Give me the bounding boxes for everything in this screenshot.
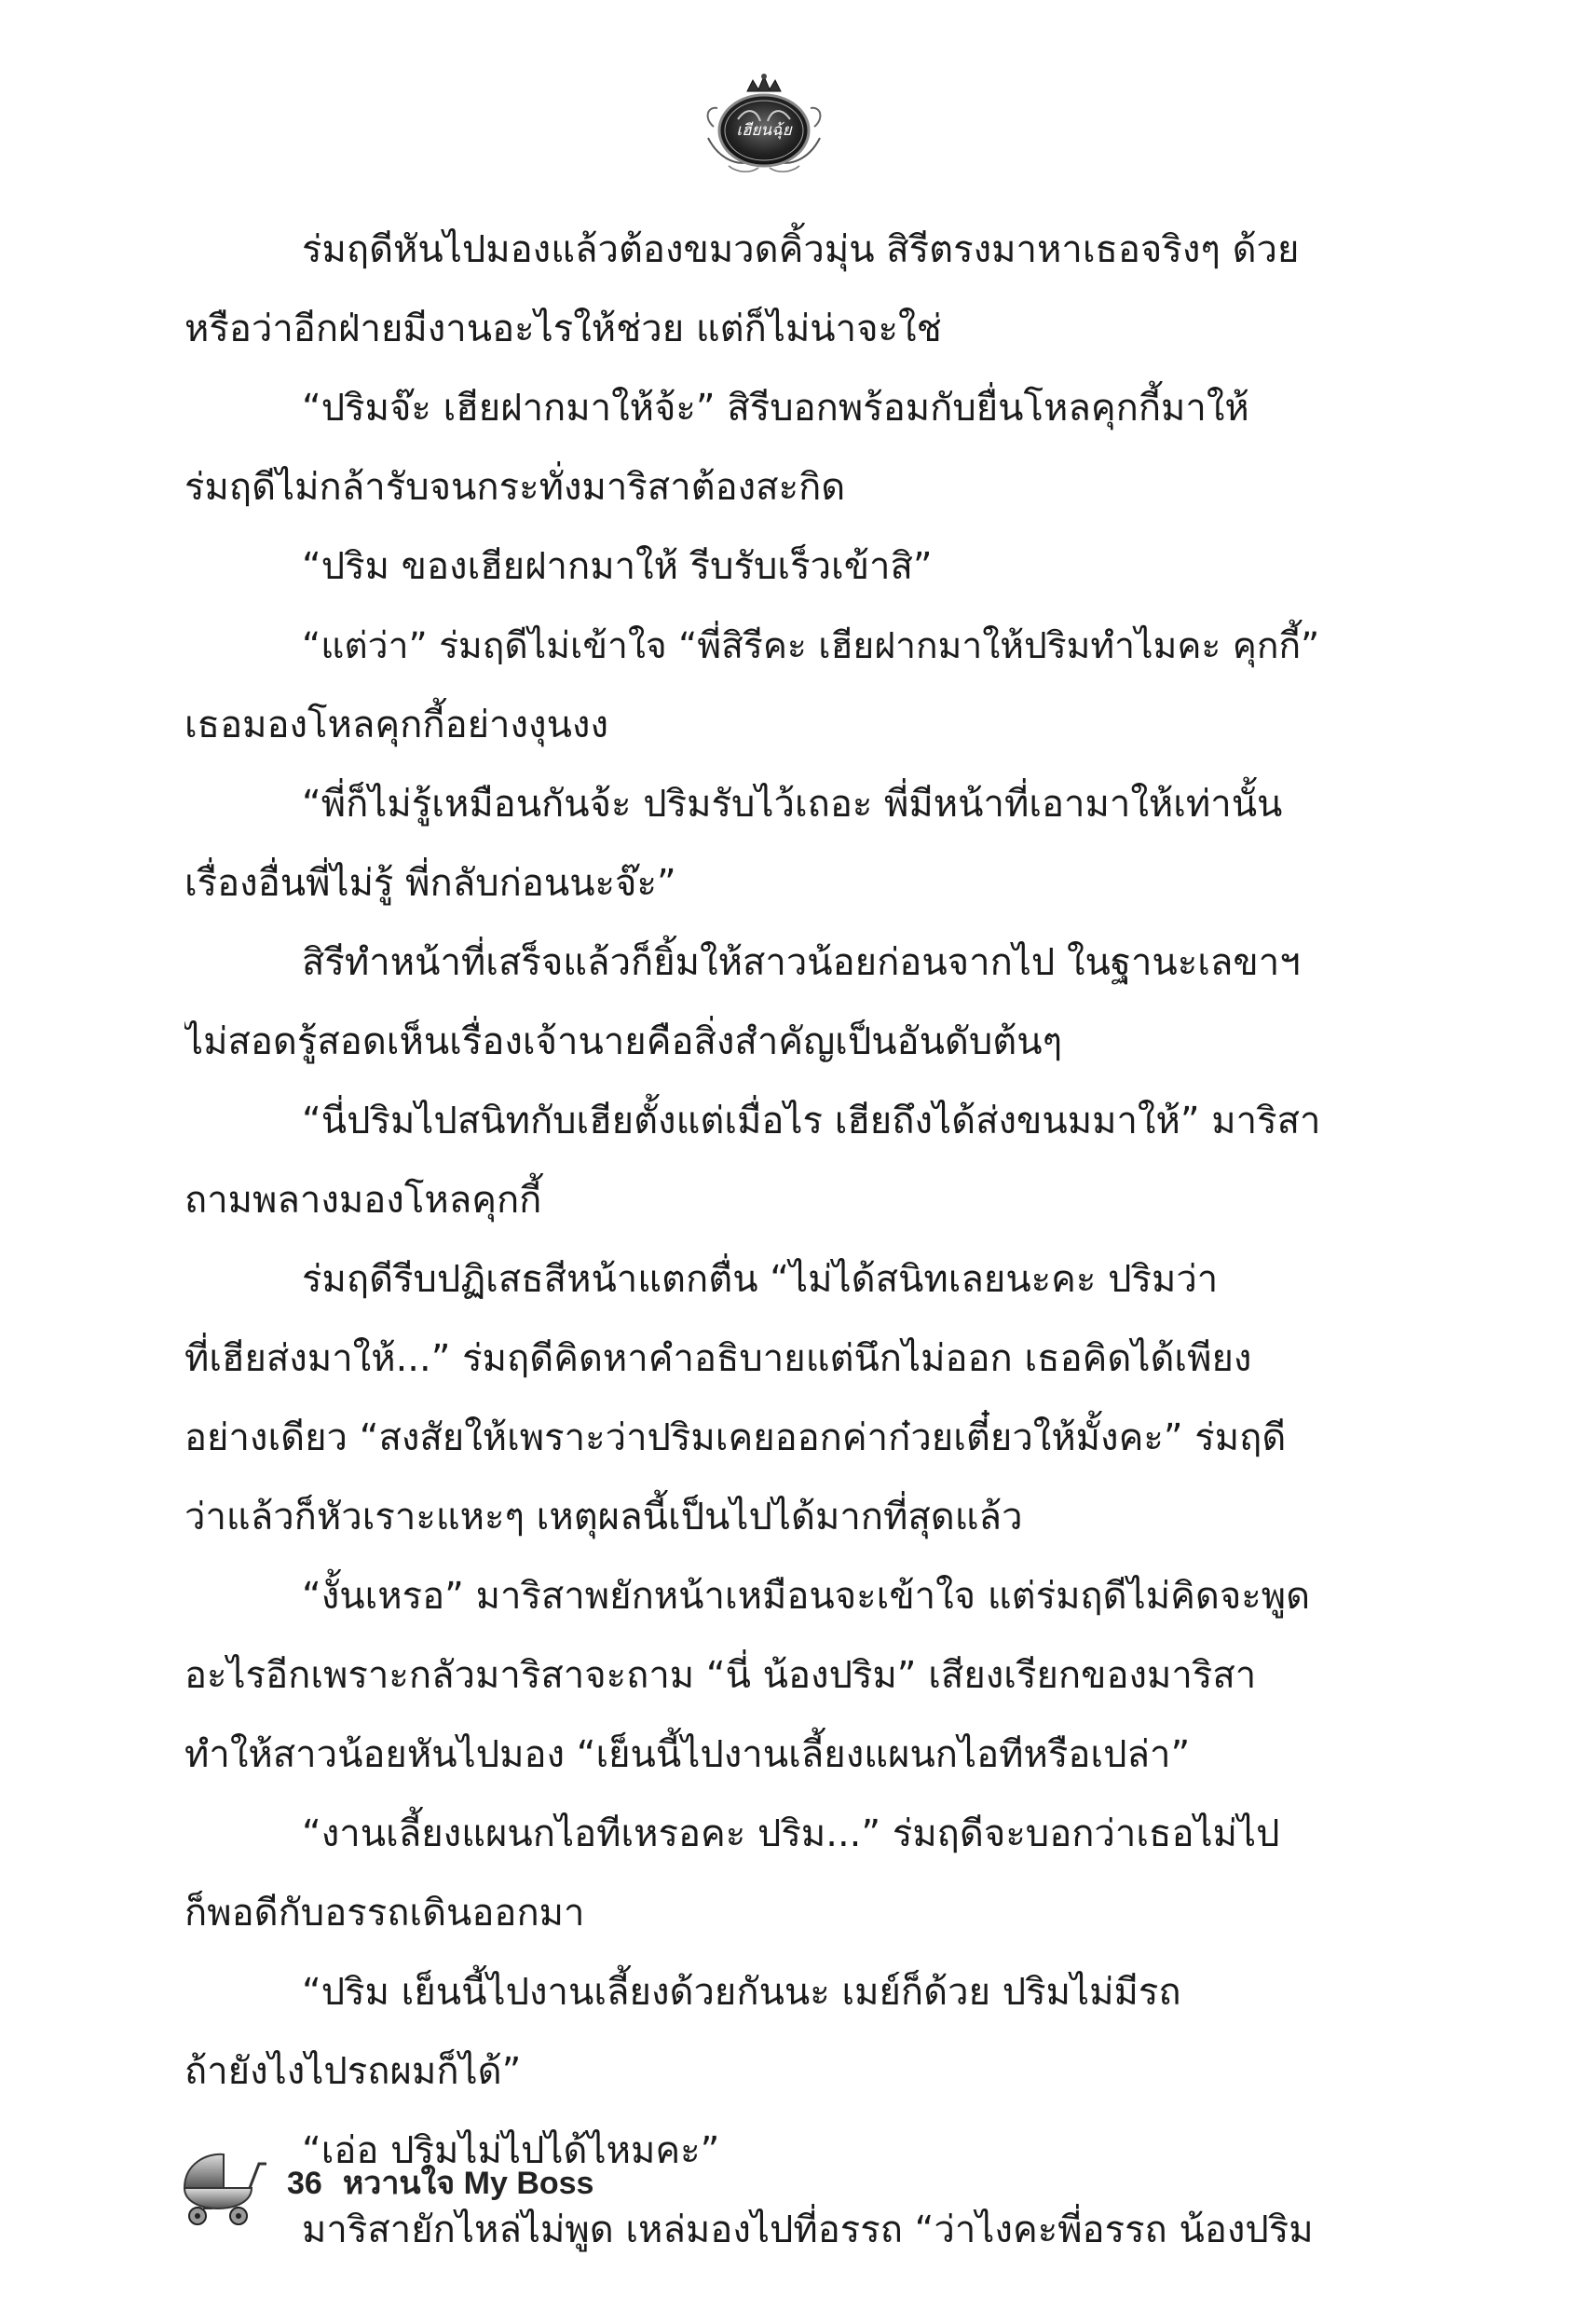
- text-line: ร่มฤดีรีบปฏิเสธสีหน้าแตกตื่น “ไม่ได้สนิทเลยนะคะ ปริมว่า: [302, 1258, 1219, 1301]
- text-line: ก็พอดีกับอรรถเดินออกมา: [184, 1892, 585, 1935]
- baby-stroller-icon: [175, 2143, 268, 2227]
- text-line: ร่มฤดีหันไปมองแล้วต้องขมวดคิ้วมุ่น สิรีตรงมาหาเธอจริงๆ ด้วย: [302, 228, 1300, 271]
- text-line: “พี่ก็ไม่รู้เหมือนกันจ้ะ ปริมรับไว้เถอะ พี่มีหน้าที่เอามาให้เท่านั้น: [302, 783, 1283, 826]
- text-line: เธอมองโหลคุกกี้อย่างงุนงง: [184, 704, 608, 746]
- text-line: “ปริมจ๊ะ เฮียฝากมาให้จ้ะ” สิรีบอกพร้อมกับยื่นโหลคุกกี้มาให้: [302, 387, 1249, 430]
- body-text: [184, 211, 1332, 2270]
- text-line: ไม่สอดรู้สอดเห็นเรื่องเจ้านายคือสิ่งสำคัญเป็นอันดับต้นๆ: [184, 1020, 1063, 1063]
- text-line: ถามพลางมองโหลคุกกี้: [184, 1179, 542, 1222]
- text-line: เรื่องอื่นพี่ไม่รู้ พี่กลับก่อนนะจ๊ะ”: [184, 862, 676, 905]
- text-line: อย่างเดียว “สงสัยให้เพราะว่าปริมเคยออกค่าก๋วยเตี๋ยวให้มั้งคะ” ร่มฤดี: [184, 1416, 1287, 1459]
- text-line: อะไรอีกเพราะกลัวมาริสาจะถาม “นี่ น้องปริม” เสียงเรียกของมาริสา: [184, 1654, 1257, 1697]
- text-line: มาริสายักไหล่ไม่พูด เหล่มองไปที่อรรถ “ว่าไงคะพี่อรรถ น้องปริม: [302, 2208, 1314, 2251]
- text-line: “ปริม เย็นนี้ไปงานเลี้ยงด้วยกันนะ เมย์ก็ด้วย ปริมไม่มีรถ: [302, 1971, 1181, 2014]
- text-line: “นี่ปริมไปสนิทกับเฮียตั้งแต่เมื่อไร เฮียถึงได้ส่งขนมมาให้” มาริสา: [302, 1100, 1321, 1142]
- text-line: ว่าแล้วก็หัวเราะแหะๆ เหตุผลนี้เป็นไปได้มากที่สุดแล้ว: [184, 1496, 1023, 1538]
- text-line: ร่มฤดีไม่กล้ารับจนกระทั่งมาริสาต้องสะกิด: [184, 466, 846, 509]
- footer-text: [287, 2160, 614, 2207]
- logo-text: เฮียนฉุ้ย: [736, 121, 792, 140]
- book-title: หวานใจ My Boss: [342, 2166, 594, 2201]
- page-footer: [175, 2143, 827, 2227]
- text-line: “เอ่อ ปริมไม่ไปได้ไหมคะ”: [302, 2129, 720, 2172]
- text-line: หรือว่าอีกฝ่ายมีงานอะไรให้ช่วย แต่ก็ไม่น่าจะใช่: [184, 308, 942, 350]
- text-line: ที่เฮียส่งมาให้...” ร่มฤดีคิดหาคำอธิบายแต่นึกไม่ออก เธอคิดได้เพียง: [184, 1337, 1252, 1380]
- text-line: ทำให้สาวน้อยหันไปมอง “เย็นนี้ไปงานเลี้ยงแผนกไอทีหรือเปล่า”: [184, 1733, 1191, 1776]
- text-line: “งั้นเหรอ” มาริสาพยักหน้าเหมือนจะเข้าใจ แต่ร่มฤดีไม่คิดจะพูด: [302, 1575, 1311, 1618]
- text-line: “ปริม ของเฮียฝากมาให้ รีบรับเร็วเข้าสิ”: [302, 545, 933, 588]
- page-number: 36: [287, 2166, 322, 2201]
- text-line: “งานเลี้ยงแผนกไอทีเหรอคะ ปริม...” ร่มฤดีจะบอกว่าเธอไม่ไป: [302, 1812, 1280, 1855]
- text-line: “แต่ว่า” ร่มฤดีไม่เข้าใจ “พี่สิรีคะ เฮียฝากมาให้ปริมทำไมคะ คุกกี้”: [302, 625, 1320, 667]
- text-line: สิรีทำหน้าที่เสร็จแล้วก็ยิ้มให้สาวน้อยก่อนจากไป ในฐานะเลขาฯ: [302, 941, 1301, 984]
- text-line: ถ้ายังไงไปรถผมก็ได้”: [184, 2050, 522, 2093]
- crowned-emblem-logo-icon: [701, 73, 827, 177]
